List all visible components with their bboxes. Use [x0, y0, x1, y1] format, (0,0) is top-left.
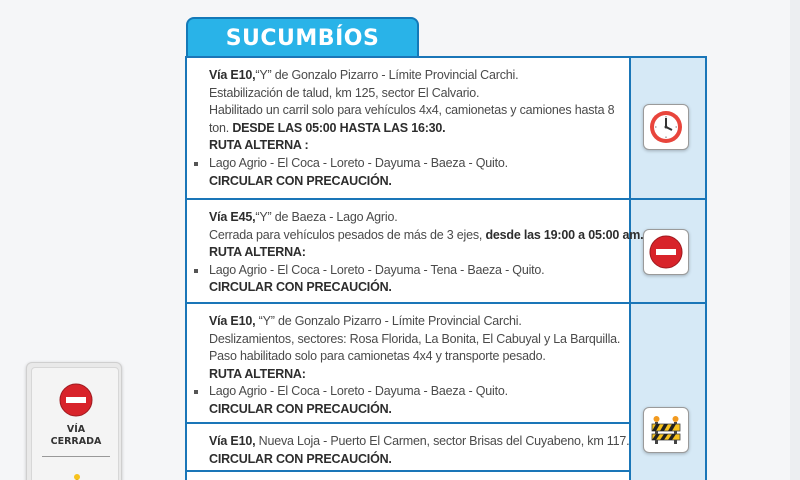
entry-line	[209, 227, 644, 245]
entry-text-bold: Vía E45,	[209, 210, 256, 224]
entry-text-bold: desde las 19:00 a 05:00 am.	[485, 227, 644, 242]
road-entry	[187, 424, 629, 472]
entry-text: Deslizamientos, sectores: Rosa Florida, La Bonita, El Cabuyal y La Barquilla.	[209, 331, 621, 346]
legend-divider	[42, 456, 110, 457]
entry-text: Lago Agrio - El Coca - Loreto - Dayuma - Baeza - Quito.	[209, 155, 508, 170]
legend-label-line2: CERRADA	[50, 436, 102, 447]
entry-line	[209, 67, 623, 85]
entry-line	[209, 433, 630, 451]
road-closed-icon	[643, 229, 689, 275]
entry-line	[209, 244, 623, 262]
caution-barrier-icon	[643, 407, 689, 453]
status-cell	[629, 304, 707, 472]
entry-line	[209, 209, 623, 227]
road-entry	[187, 304, 629, 424]
entry-line	[209, 137, 623, 155]
entry-text: Estabilización de talud, km 125, sector El Calvario.	[209, 85, 480, 100]
province-title: SUCUMBÍOS	[225, 26, 380, 51]
entry-line	[209, 279, 623, 297]
entry-text-bold: CIRCULAR CON PRECAUCIÓN.	[209, 401, 392, 416]
entry-text: ton.	[209, 120, 233, 135]
entry-text-bold: Vía E10,	[209, 434, 256, 448]
entry-line	[209, 348, 623, 366]
entry-line	[209, 331, 623, 349]
entry-text-bold: RUTA ALTERNA:	[209, 245, 306, 260]
legend-label	[32, 424, 120, 448]
road-status-table	[185, 56, 707, 480]
entry-text-bold: Vía E10,	[209, 68, 256, 82]
road-entry	[187, 58, 629, 200]
page-scrollbar[interactable]	[790, 0, 800, 480]
entry-line	[209, 155, 623, 173]
entry-text-bold: DESDE LAS 05:00 HASTA LAS 16:30.	[232, 120, 446, 135]
province-header	[186, 17, 419, 58]
entry-line	[209, 102, 623, 120]
entry-text-bold: RUTA ALTERNA:	[209, 366, 306, 381]
entry-line	[209, 173, 623, 191]
entry-line	[209, 451, 623, 469]
status-cell	[629, 58, 707, 200]
entry-line	[209, 313, 623, 331]
entry-text: “Y” de Gonzalo Pizarro - Límite Provincial Carchi.	[255, 314, 522, 328]
entry-text-bold: RUTA ALTERNA :	[209, 138, 309, 153]
entry-text: Cerrada para vehículos pesados de más de 3 ejes,	[209, 227, 486, 242]
entry-text: “Y” de Gonzalo Pizarro - Límite Provincial Carchi.	[255, 68, 519, 82]
entry-text: Lago Agrio - El Coca - Loreto - Dayuma - Tena - Baeza - Quito.	[209, 262, 545, 277]
entry-text-bold: Vía E10,	[209, 314, 256, 328]
entry-line	[209, 85, 623, 103]
entry-line	[209, 262, 623, 280]
entry-text-bold: CIRCULAR CON PRECAUCIÓN.	[209, 280, 392, 295]
road-closed-icon	[58, 382, 94, 423]
entry-line	[209, 401, 623, 419]
road-entry	[187, 200, 644, 304]
entry-text-bold: CIRCULAR CON PRECAUCIÓN.	[209, 451, 392, 466]
legend-card	[31, 367, 119, 480]
entry-line	[209, 366, 623, 384]
entry-text: Habilitado un carril solo para vehículos 4x4, camionetas y camiones hasta 8	[209, 103, 615, 118]
clock-restriction-icon	[643, 104, 689, 150]
entry-line	[209, 120, 623, 138]
legend-panel	[26, 362, 122, 480]
entry-text: Lago Agrio - El Coca - Loreto - Dayuma - Baeza - Quito.	[209, 384, 508, 399]
entry-line	[209, 383, 623, 401]
entry-text: “Y” de Baeza - Lago Agrio.	[255, 210, 398, 224]
entry-text: Nueva Loja - Puerto El Carmen, sector Brisas del Cuyabeno, km 117.	[255, 434, 630, 448]
status-cell	[629, 200, 707, 304]
entry-text-bold: CIRCULAR CON PRECAUCIÓN.	[209, 173, 392, 188]
caution-barrier-icon	[72, 474, 82, 480]
legend-label-line1: VÍA	[66, 424, 86, 435]
entry-text: Paso habilitado solo para camionetas 4x4 y transporte pesado.	[209, 349, 546, 364]
